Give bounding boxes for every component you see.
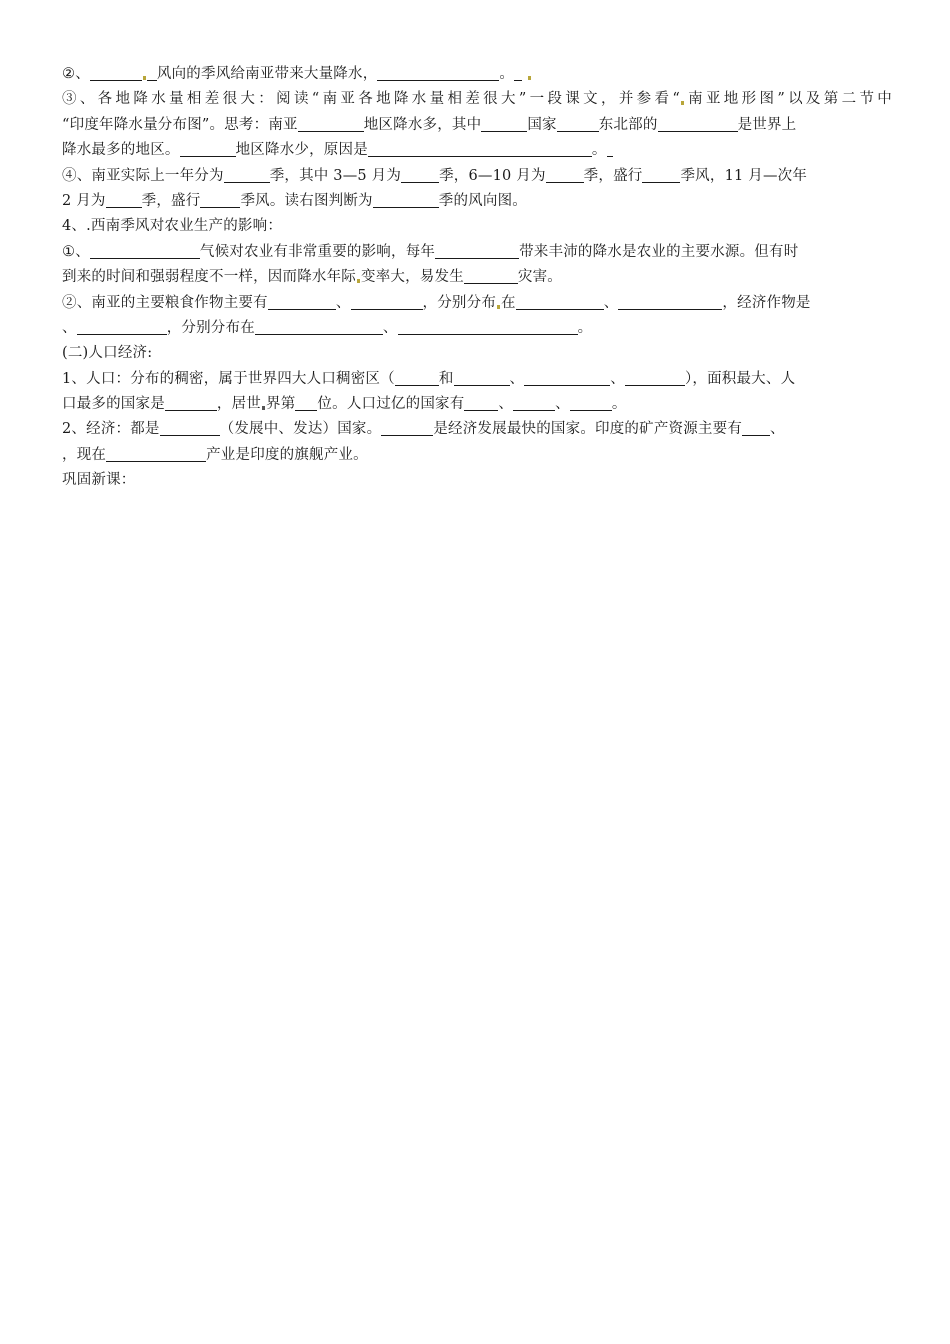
fill-blank[interactable] bbox=[546, 166, 584, 183]
fill-blank[interactable] bbox=[395, 369, 439, 386]
fill-blank[interactable] bbox=[398, 318, 578, 335]
text: (二)人口经济: bbox=[62, 345, 153, 362]
population-line bbox=[62, 367, 892, 392]
text: 2 月为 bbox=[62, 192, 106, 209]
text: 、 bbox=[610, 370, 625, 387]
text: ，分别分布 bbox=[422, 294, 497, 311]
marker-dot bbox=[143, 76, 146, 80]
fill-blank[interactable] bbox=[513, 394, 555, 411]
marker-dot bbox=[497, 305, 500, 309]
fill-blank[interactable] bbox=[642, 166, 680, 183]
text: 、 bbox=[555, 396, 570, 413]
text: 、 bbox=[62, 319, 77, 336]
text: ②、南亚的主要粮食作物主要有 bbox=[62, 294, 268, 311]
text: 地区降水多，其中 bbox=[363, 116, 482, 133]
question-3-line bbox=[62, 113, 892, 138]
question-3-line bbox=[62, 138, 892, 163]
marker-dot bbox=[262, 406, 265, 410]
text: 变率大，易发生 bbox=[361, 269, 464, 286]
consolidation-heading bbox=[62, 468, 892, 493]
fill-blank[interactable] bbox=[464, 394, 498, 411]
text: 是经济发展最快的国家。印度的矿产资源主要有 bbox=[433, 421, 743, 438]
text: 1、人口：分布的稠密，属于世界四大人口稠密区（ bbox=[62, 370, 395, 387]
fill-blank[interactable] bbox=[373, 191, 439, 208]
text: 东北部的 bbox=[598, 116, 658, 133]
fill-blank[interactable] bbox=[90, 242, 200, 259]
fill-blank[interactable] bbox=[516, 293, 604, 310]
fill-blank[interactable] bbox=[160, 419, 220, 436]
text: 是世界上 bbox=[737, 116, 797, 133]
text: ②、 bbox=[62, 66, 90, 82]
fill-blank[interactable] bbox=[147, 64, 157, 81]
economy-line bbox=[62, 443, 892, 468]
text: 、 bbox=[382, 319, 398, 336]
fill-blank[interactable] bbox=[298, 115, 364, 132]
fill-blank[interactable] bbox=[90, 64, 142, 81]
fill-blank[interactable] bbox=[106, 445, 206, 462]
text: 2、经济：都是 bbox=[62, 421, 160, 438]
fill-blank[interactable] bbox=[618, 293, 722, 310]
text: ，分别分布在 bbox=[166, 319, 255, 336]
marker-dot bbox=[681, 101, 684, 105]
text: 。 bbox=[577, 319, 593, 336]
question-2-crops-line bbox=[62, 291, 892, 316]
text: 。 bbox=[591, 142, 607, 159]
text: ），面积最大、人 bbox=[684, 370, 796, 387]
text: ，居世 bbox=[216, 396, 262, 413]
fill-blank[interactable] bbox=[368, 140, 592, 157]
text: 在 bbox=[501, 294, 516, 311]
section-2-heading bbox=[62, 341, 892, 366]
fill-blank[interactable] bbox=[268, 293, 336, 310]
text: 风向的季风给南亚带来大量降水， bbox=[156, 66, 378, 82]
text: 和 bbox=[438, 370, 454, 387]
text: 季风。读右图判断为 bbox=[240, 192, 373, 209]
text: ③、各地降水量相差很大：阅读“南亚各地降水量相差很大”一段课文，并参看“ bbox=[62, 91, 680, 108]
fill-blank[interactable] bbox=[377, 64, 499, 81]
text: ④、南亚实际上一年分为 bbox=[62, 167, 224, 184]
text: 气候对农业有非常重要的影响，每年 bbox=[199, 243, 436, 260]
text: 口最多的国家是 bbox=[62, 396, 165, 413]
text: 。 bbox=[611, 396, 627, 413]
question-2-crops-line bbox=[62, 316, 892, 341]
fill-blank[interactable] bbox=[401, 166, 439, 183]
fill-blank[interactable] bbox=[224, 166, 270, 183]
fill-blank[interactable] bbox=[524, 369, 610, 386]
text: 、 bbox=[770, 421, 785, 438]
fill-blank[interactable] bbox=[481, 115, 527, 132]
section-4-heading bbox=[62, 214, 892, 239]
text: 季风，11 月—次年 bbox=[680, 167, 808, 184]
economy-line bbox=[62, 417, 892, 442]
text: 季，盛行 bbox=[141, 192, 201, 209]
fill-blank[interactable] bbox=[454, 369, 510, 386]
text: 带来丰沛的降水是农业的主要水源。但有时 bbox=[519, 243, 799, 260]
text: 灾害。 bbox=[517, 269, 563, 286]
text: 到来的时间和强弱程度不一样，因而降水年际 bbox=[62, 269, 356, 286]
question-1-climate-line bbox=[62, 240, 892, 265]
worksheet-page bbox=[62, 62, 892, 494]
text: ，经济作物是 bbox=[722, 294, 811, 311]
text: 、 bbox=[335, 294, 351, 311]
text: 。 bbox=[499, 66, 515, 82]
fill-blank[interactable] bbox=[557, 115, 599, 132]
text: 地区降水少，原因是 bbox=[235, 142, 368, 159]
fill-blank[interactable] bbox=[77, 318, 167, 335]
fill-blank[interactable] bbox=[607, 140, 613, 157]
marker-dot bbox=[357, 279, 360, 283]
text: 南亚地形图”以及第二节中 bbox=[684, 91, 892, 108]
text: 、 bbox=[509, 370, 525, 387]
fill-blank[interactable] bbox=[165, 394, 217, 411]
fill-blank[interactable] bbox=[464, 267, 518, 284]
fill-blank[interactable] bbox=[200, 191, 240, 208]
text: 降水最多的地区。 bbox=[62, 142, 180, 159]
fill-blank[interactable] bbox=[351, 293, 423, 310]
fill-blank[interactable] bbox=[514, 64, 522, 81]
text: ，现在 bbox=[62, 446, 107, 463]
text: 、 bbox=[498, 396, 514, 413]
text: 季的风向图。 bbox=[438, 192, 527, 209]
text: 季，盛行 bbox=[583, 167, 643, 184]
fill-blank[interactable] bbox=[106, 191, 142, 208]
fill-blank[interactable] bbox=[295, 394, 317, 411]
fill-blank[interactable] bbox=[255, 318, 383, 335]
marker-dot bbox=[528, 76, 531, 80]
text: 季，6—10 月为 bbox=[439, 167, 546, 184]
fill-blank[interactable] bbox=[435, 242, 519, 259]
text: 产业是印度的旗舰产业。 bbox=[206, 446, 368, 463]
question-3-line bbox=[62, 87, 892, 112]
text: （发展中、发达）国家。 bbox=[219, 421, 382, 438]
text: “印度年降水量分布图”。思考：南亚 bbox=[62, 116, 298, 133]
text: 国家 bbox=[527, 116, 557, 133]
text: 4、.西南季风对农业生产的影响： bbox=[62, 218, 283, 235]
fill-blank[interactable] bbox=[742, 419, 770, 436]
fill-blank[interactable] bbox=[625, 369, 685, 386]
text: 位。人口过亿的国家有 bbox=[317, 396, 465, 413]
text: 界第 bbox=[266, 396, 296, 413]
question-1-climate-line bbox=[62, 265, 892, 290]
text: 季，其中 3—5 月为 bbox=[269, 167, 402, 184]
text: 、 bbox=[603, 294, 619, 311]
fill-blank[interactable] bbox=[658, 115, 738, 132]
question-4-seasons-line bbox=[62, 164, 892, 189]
fill-blank[interactable] bbox=[381, 419, 433, 436]
question-2-monsoon-line bbox=[62, 62, 892, 87]
question-4-seasons-line bbox=[62, 189, 892, 214]
fill-blank[interactable] bbox=[180, 140, 236, 157]
text: 巩固新课： bbox=[62, 472, 136, 489]
population-line bbox=[62, 392, 892, 417]
fill-blank[interactable] bbox=[570, 394, 612, 411]
text: ①、 bbox=[62, 243, 90, 260]
